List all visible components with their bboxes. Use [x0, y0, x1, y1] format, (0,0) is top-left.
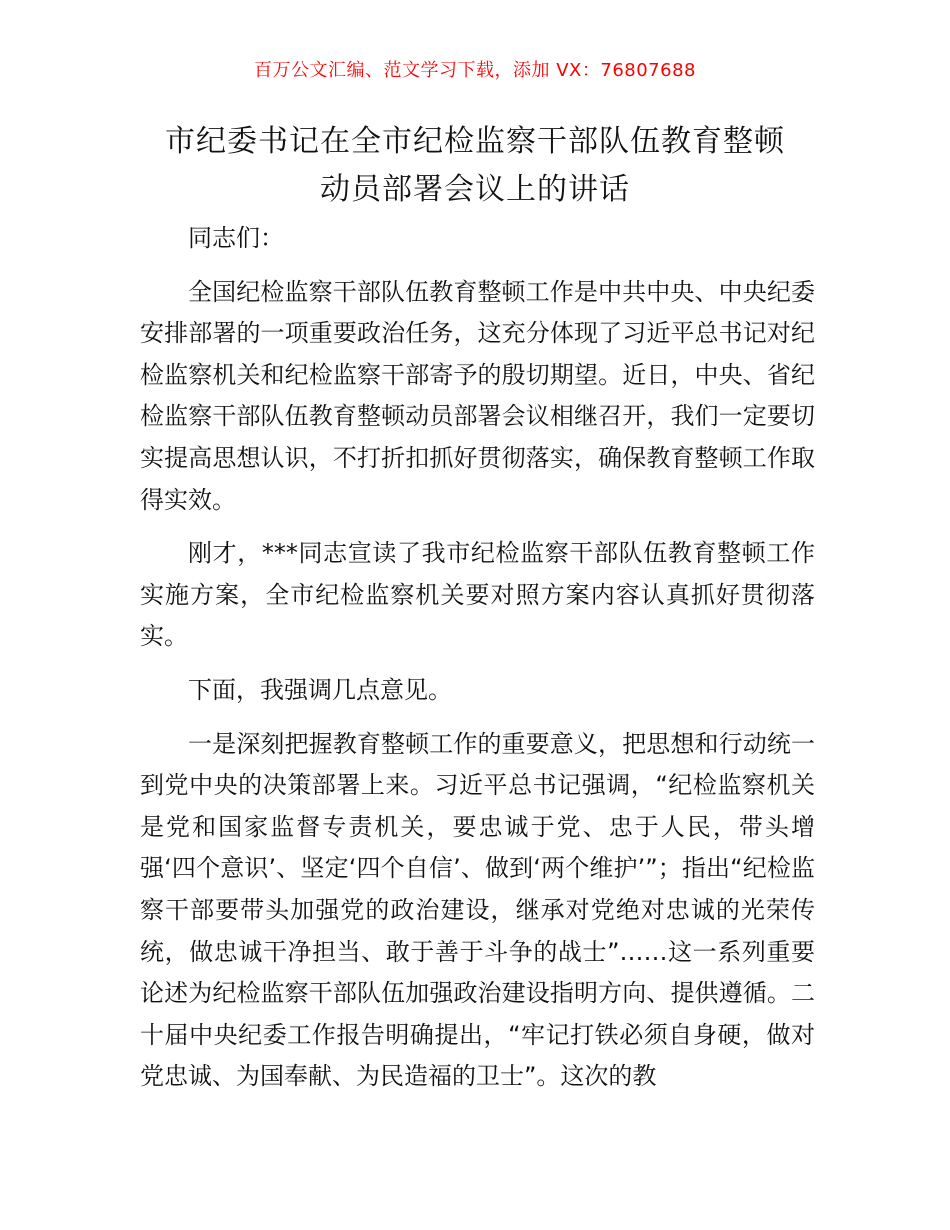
- paragraph: 下面，我强调几点意见。: [188, 675, 452, 704]
- paragraph: 一是深刻把握教育整顿工作的重要意义，把思想和行动统一到党中央的决策部署上来。习近平总书记强调，“纪检监察机关是党和国家监督专责机关，要忠诚于党、忠于人民，带头增强‘四个意识’、坚定‘四个自信’、做到‘两个维护’”；指出“纪检监察干部要带头加强党的政治建设，继承对党绝对忠诚的光荣传统，做忠诚干净担当、敢于善于斗争的战士”……这一系列重要论述为纪检监察干部队伍加强政治建设指明方向、提供遵循。二十届中央纪委工作报告明确提出，“牢记打铁必须自身硬，做对党忠诚、为国奉献、为民造福的卫士”。这次的教: [140, 729, 815, 1091]
- paragraph: 全国纪检监察干部队伍教育整顿工作是中共中央、中央纪委安排部署的一项重要政治任务，这充分体现了习近平总书记对纪检监察机关和纪检监察干部寄予的殷切期望。近日，中央、省纪检监察干部队伍教育整顿动员部署会议相继召开，我们一定要切实提高思想认识，不打折扣抓好贯彻落实，确保教育整顿工作取得实效。: [140, 277, 815, 514]
- salutation: 同志们：: [188, 224, 284, 252]
- paragraph: 刚才，***同志宣读了我市纪检监察干部队伍教育整顿工作实施方案，全市纪检监察机关要对照方案内容认真抓好贯彻落实。: [140, 539, 815, 651]
- document-body: [140, 218, 815, 1098]
- header-banner: 百万公文汇编、范文学习下载，添加 VX：76807688: [254, 60, 696, 81]
- title-line-1: 市纪委书记在全市纪检监察干部队伍教育整顿: [165, 124, 785, 159]
- document-title: [100, 118, 850, 214]
- title-line-2: 动员部署会议上的讲话: [320, 172, 630, 207]
